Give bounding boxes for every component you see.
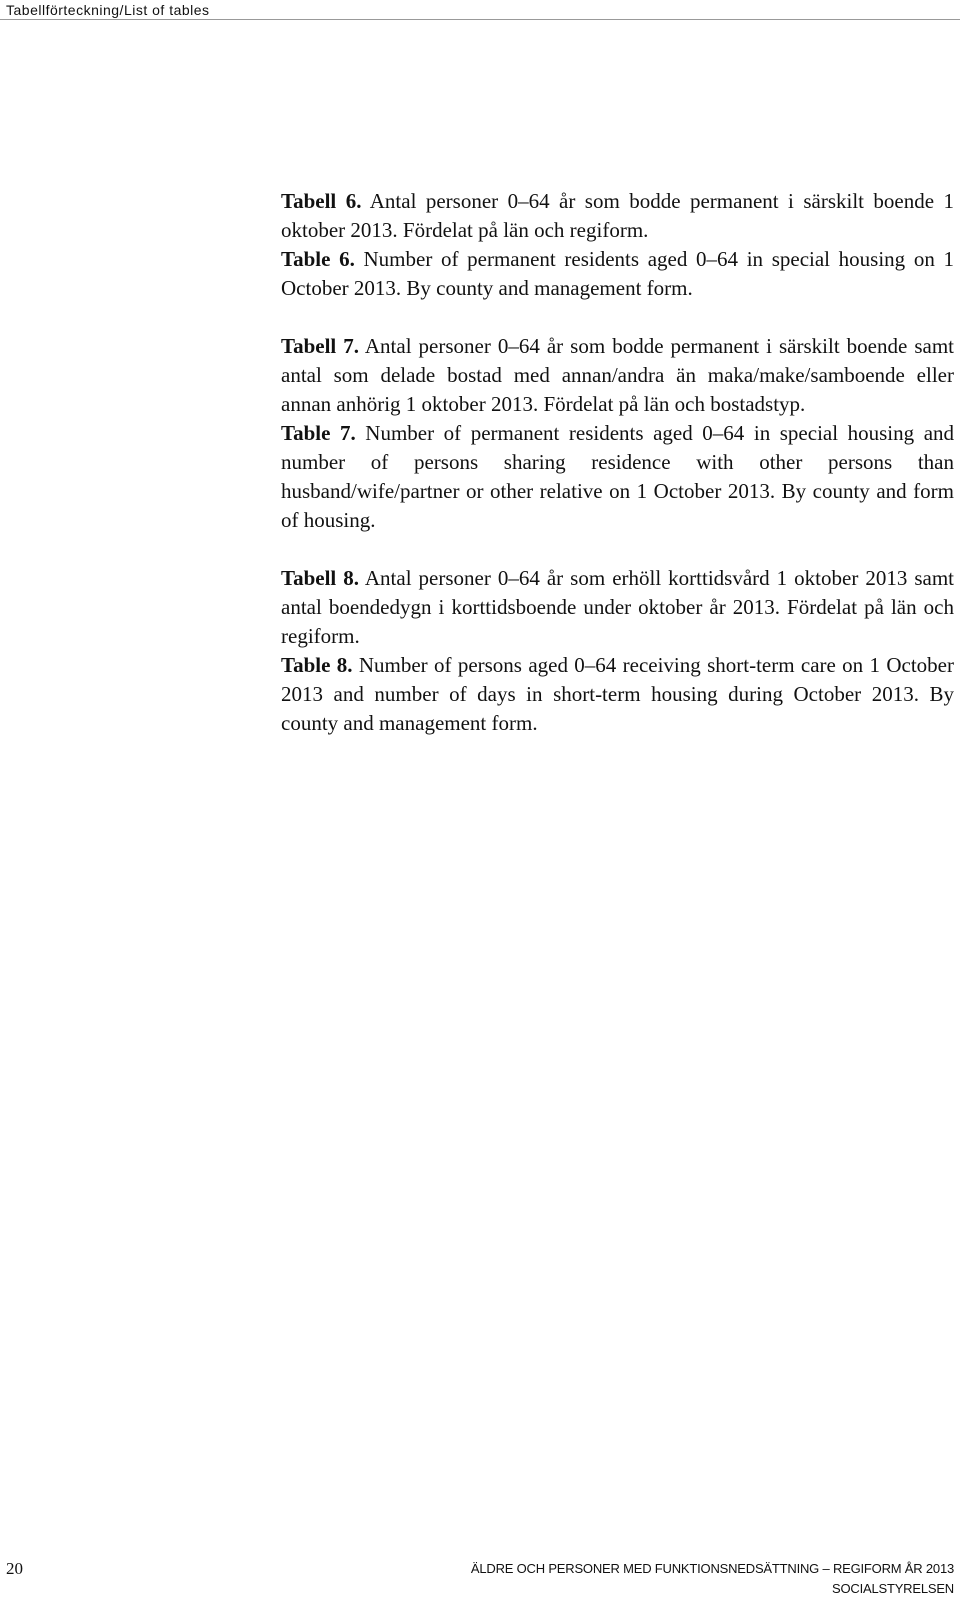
table-7-english-text: Number of permanent residents aged 0–64 in special housing and number of persons sharing residence with other persons than husband/wife/partner or other relative on 1 October 2013. By county and form of housing. xyxy=(281,421,955,532)
table-8-english-caption xyxy=(281,651,954,738)
table-7-english-label: Table 7. xyxy=(281,421,356,445)
footer-publication-title: ÄLDRE OCH PERSONER MED FUNKTIONSNEDSÄTTNING – REGIFORM ÅR 2013 xyxy=(470,1561,954,1576)
table-8-swedish-label: Tabell 8. xyxy=(281,566,360,590)
footer-publication xyxy=(471,1559,954,1599)
table-7-english-caption xyxy=(281,419,954,535)
table-6-swedish-text: Antal personer 0–64 år som bodde permanent i särskilt boende 1 oktober 2013. Fördelat på län och regiform. xyxy=(281,189,955,242)
page-number: 20 xyxy=(6,1559,23,1578)
table-8-english-label: Table 8. xyxy=(281,653,353,677)
table-list xyxy=(281,187,954,767)
footer-publisher: SOCIALSTYRELSEN xyxy=(832,1581,954,1596)
table-7-swedish-caption xyxy=(281,332,954,419)
table-6-english-caption xyxy=(281,245,954,303)
table-entry-8 xyxy=(281,564,954,738)
table-6-english-text: Number of permanent residents aged 0–64 in special housing on 1 October 2013. By county and management form. xyxy=(281,247,954,300)
table-8-swedish-caption xyxy=(281,564,954,651)
table-entry-7 xyxy=(281,332,954,535)
header-divider xyxy=(0,19,960,20)
table-6-english-label: Table 6. xyxy=(281,247,355,271)
running-header: Tabellförteckning/List of tables xyxy=(6,2,210,18)
table-6-swedish-label: Tabell 6. xyxy=(281,189,362,213)
table-7-swedish-text: Antal personer 0–64 år som bodde permanent i särskilt boende samt antal som delade bostad med annan/andra än maka/make/samboende eller annan anhörig 1 oktober 2013. Fördelat på län och bostadstyp. xyxy=(281,334,955,416)
table-6-swedish-caption xyxy=(281,187,954,245)
table-8-english-text: Number of persons aged 0–64 receiving short-term care on 1 October 2013 and number of days in short-term housing during October 2013. By county and management form. xyxy=(281,653,954,735)
table-entry-6 xyxy=(281,187,954,303)
table-8-swedish-text: Antal personer 0–64 år som erhöll korttidsvård 1 oktober 2013 samt antal boendedygn i korttidsboende under oktober år 2013. Fördelat på län och regiform. xyxy=(281,566,955,648)
table-7-swedish-label: Tabell 7. xyxy=(281,334,360,358)
